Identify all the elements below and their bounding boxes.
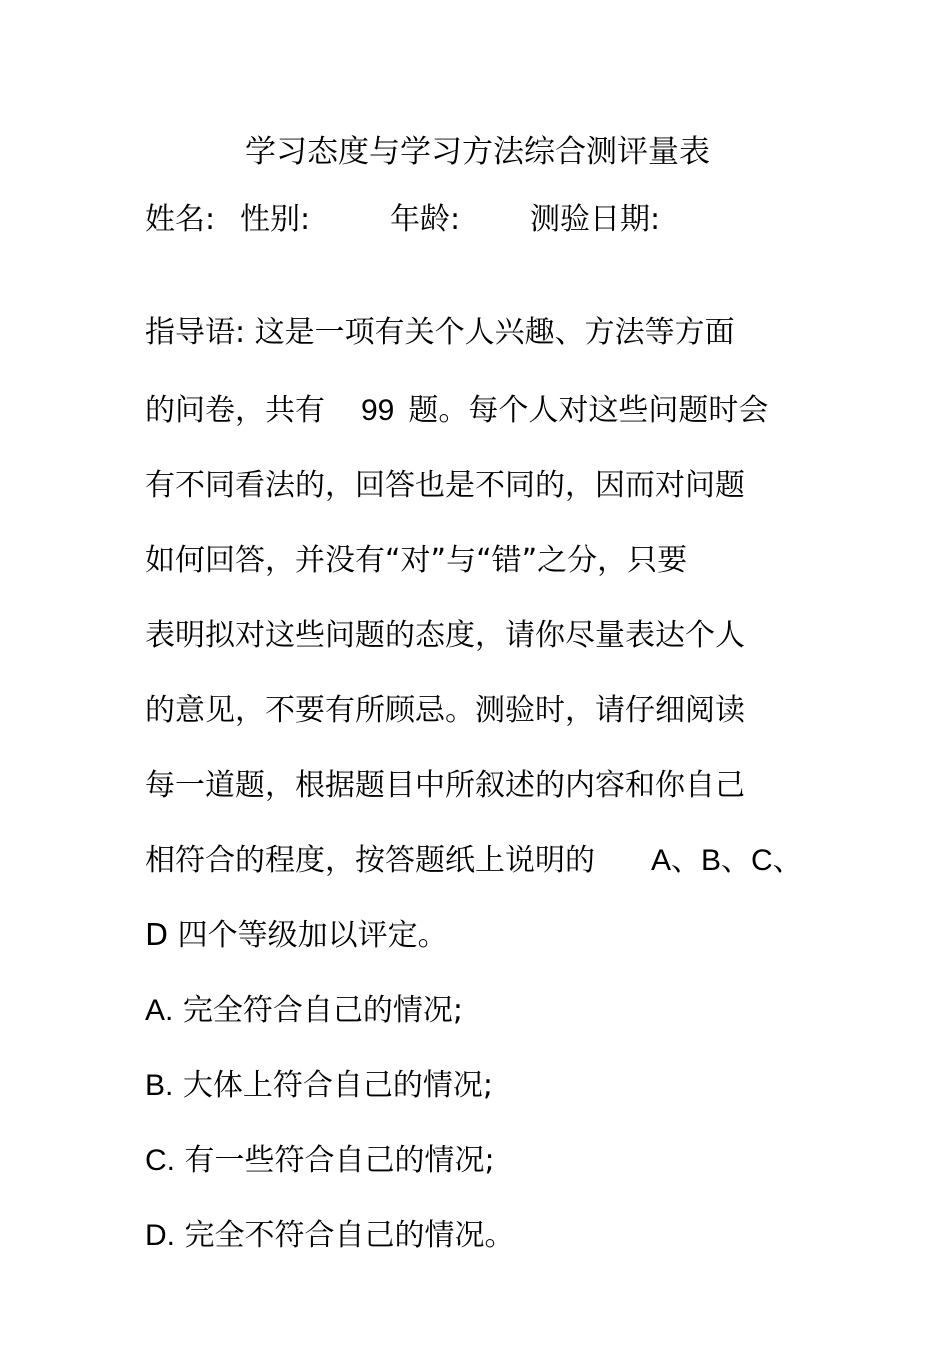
document-title: 学习态度与学习方法综合测评量表 xyxy=(245,134,710,170)
instructions-line-7: 每一道题，根据题目中所叙述的内容和你自己 xyxy=(145,768,745,803)
name-field-label: 姓名: xyxy=(145,202,216,237)
instructions-line-8 xyxy=(145,838,803,884)
option-text: 大体上符合自己的情况; xyxy=(173,1068,494,1103)
instructions-line-9: D 四个等级加以评定。 xyxy=(145,918,448,953)
option-key: D. xyxy=(145,1219,175,1252)
instructions-line-4: 如何回答，并没有“对”与“错”之分，只要 xyxy=(145,543,688,578)
instructions-line-6: 的意见，不要有所顾忌。测验时，请仔细阅读 xyxy=(145,693,745,728)
test-date-field-label: 测验日期: xyxy=(530,202,661,237)
option-b xyxy=(145,1063,493,1109)
instructions-line-1: 指导语: 这是一项有关个人兴趣、方法等方面 xyxy=(145,315,735,350)
option-key: C. xyxy=(145,1144,175,1177)
grade-letters: A、B、C、 xyxy=(651,844,803,877)
instructions-text: 题。每个人对这些问题时会 xyxy=(408,393,769,428)
option-text: 完全符合自己的情况; xyxy=(173,993,464,1028)
option-key: B. xyxy=(145,1069,174,1102)
option-a xyxy=(145,988,463,1034)
option-key: A. xyxy=(145,994,174,1027)
option-text: 有一些符合自己的情况; xyxy=(175,1143,495,1178)
question-count: 99 xyxy=(361,394,395,427)
instructions-text: 的问卷，共有 xyxy=(145,393,325,428)
option-d xyxy=(145,1213,515,1259)
option-c xyxy=(145,1138,495,1184)
age-field-label: 年龄: xyxy=(390,202,461,237)
instructions-text: 相符合的程度，按答题纸上说明的 xyxy=(145,843,595,878)
instructions-line-5: 表明拟对这些问题的态度，请你尽量表达个人 xyxy=(145,618,745,653)
gender-field-label: 性别: xyxy=(240,202,311,237)
option-text: 完全不符合自己的情况。 xyxy=(175,1218,515,1253)
instructions-line-2 xyxy=(145,388,768,434)
instructions-line-3: 有不同看法的，回答也是不同的，因而对问题 xyxy=(145,468,745,503)
